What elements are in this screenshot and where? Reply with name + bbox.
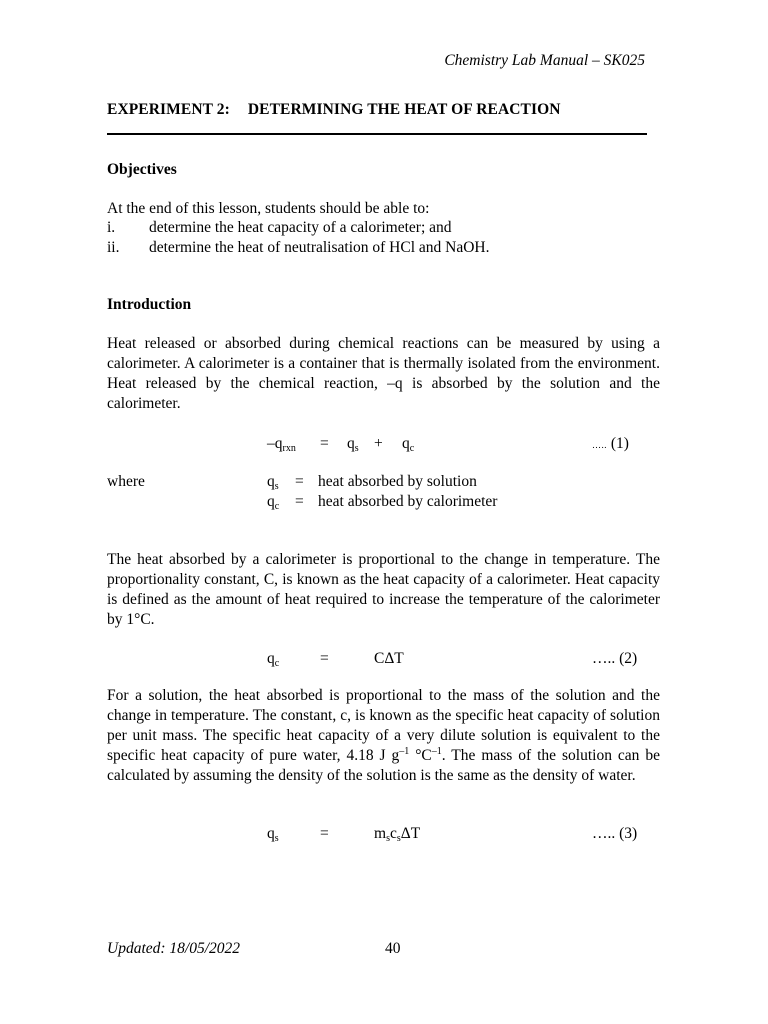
where-row-qc-equals: = [295,493,304,510]
objective-number: ii. [107,239,120,256]
objectives-heading: Objectives [107,161,177,178]
manual-title: Chemistry Lab Manual – SK025 [444,52,645,69]
footer-updated: Updated: 18/05/2022 [107,940,241,957]
objective-item [107,238,489,258]
equation-1-equals: = [320,435,329,452]
equation-2-equals: = [320,650,329,667]
intro-paragraph-1: Heat released or absorbed during chemical reactions can be measured by using a calorimeter. A calorimeter is a container that is thermally isolated from the environment. Heat released by the chemical reaction, –q is absorbed by the solution and the calorimeter. [107,335,660,412]
introduction-heading: Introduction [107,296,192,313]
where-row-qs-text: heat absorbed by solution [318,473,477,490]
where-row-qc: $q_c$ [267,493,280,512]
objective-number: i. [107,219,116,236]
objective-item [107,218,452,238]
equation-3-label: ….. (3) [592,825,638,842]
equation-1-term-qs: $q_s$ [347,435,359,454]
equation-1-label: ….. (1) [592,435,629,452]
where-row-qc-text: heat absorbed by calorimeter [318,493,498,510]
experiment-name: DETERMINING THE HEAT OF REACTION [247,101,561,118]
page-number: 40 [385,940,401,957]
where-row-qs: $q_s$ [267,473,279,492]
equation-3-rhs: $m_sc_s\Delta T$ [374,825,421,844]
intro-paragraph-3: For a solution, the heat absorbed is proportional to the mass of the solution and the change in temperature. The constant, c, is known as the specific heat capacity of solution per unit mass. The specific heat capacity of a very dilute solution is equivalent to the specific heat capacity of pure water, 4.18 J $g^{-1}$ $^\circ C^{-1}$. The mass of the solution can be calculated by assuming the density of the solution is the same as the density of water. [107,687,660,784]
intro-paragraph-2: The heat absorbed by a calorimeter is proportional to the change in temperature. The proportionality constant, C, is known as the heat capacity of a calorimeter. Heat capacity is defined as the amount of heat required to increase the temperature of the calorimeter by 1°C. [107,551,660,628]
objective-text: determine the heat capacity of a calorimeter; and [149,219,452,236]
equation-2-lhs: $q_c$ [267,650,280,669]
title-rule [107,133,647,135]
equation-1-term-qc: $q_c$ [402,435,415,454]
objective-text: determine the heat of neutralisation of HCl and NaOH. [149,239,490,256]
objectives-intro: At the end of this lesson, students should be able to: [107,200,430,217]
equation-2-rhs: CΔT [374,650,404,667]
equation-2-label: ….. (2) [592,650,638,667]
experiment-number: EXPERIMENT 2: [107,101,230,118]
where-row-qs-equals: = [295,473,304,490]
experiment-title [107,100,561,120]
equation-3-equals: = [320,825,329,842]
equation-1-plus: + [374,435,383,452]
where-label: where [107,473,145,490]
equation-3-lhs: $q_s$ [267,825,279,844]
equation-1-lhs: $-q_{rxn}$ [267,435,296,454]
